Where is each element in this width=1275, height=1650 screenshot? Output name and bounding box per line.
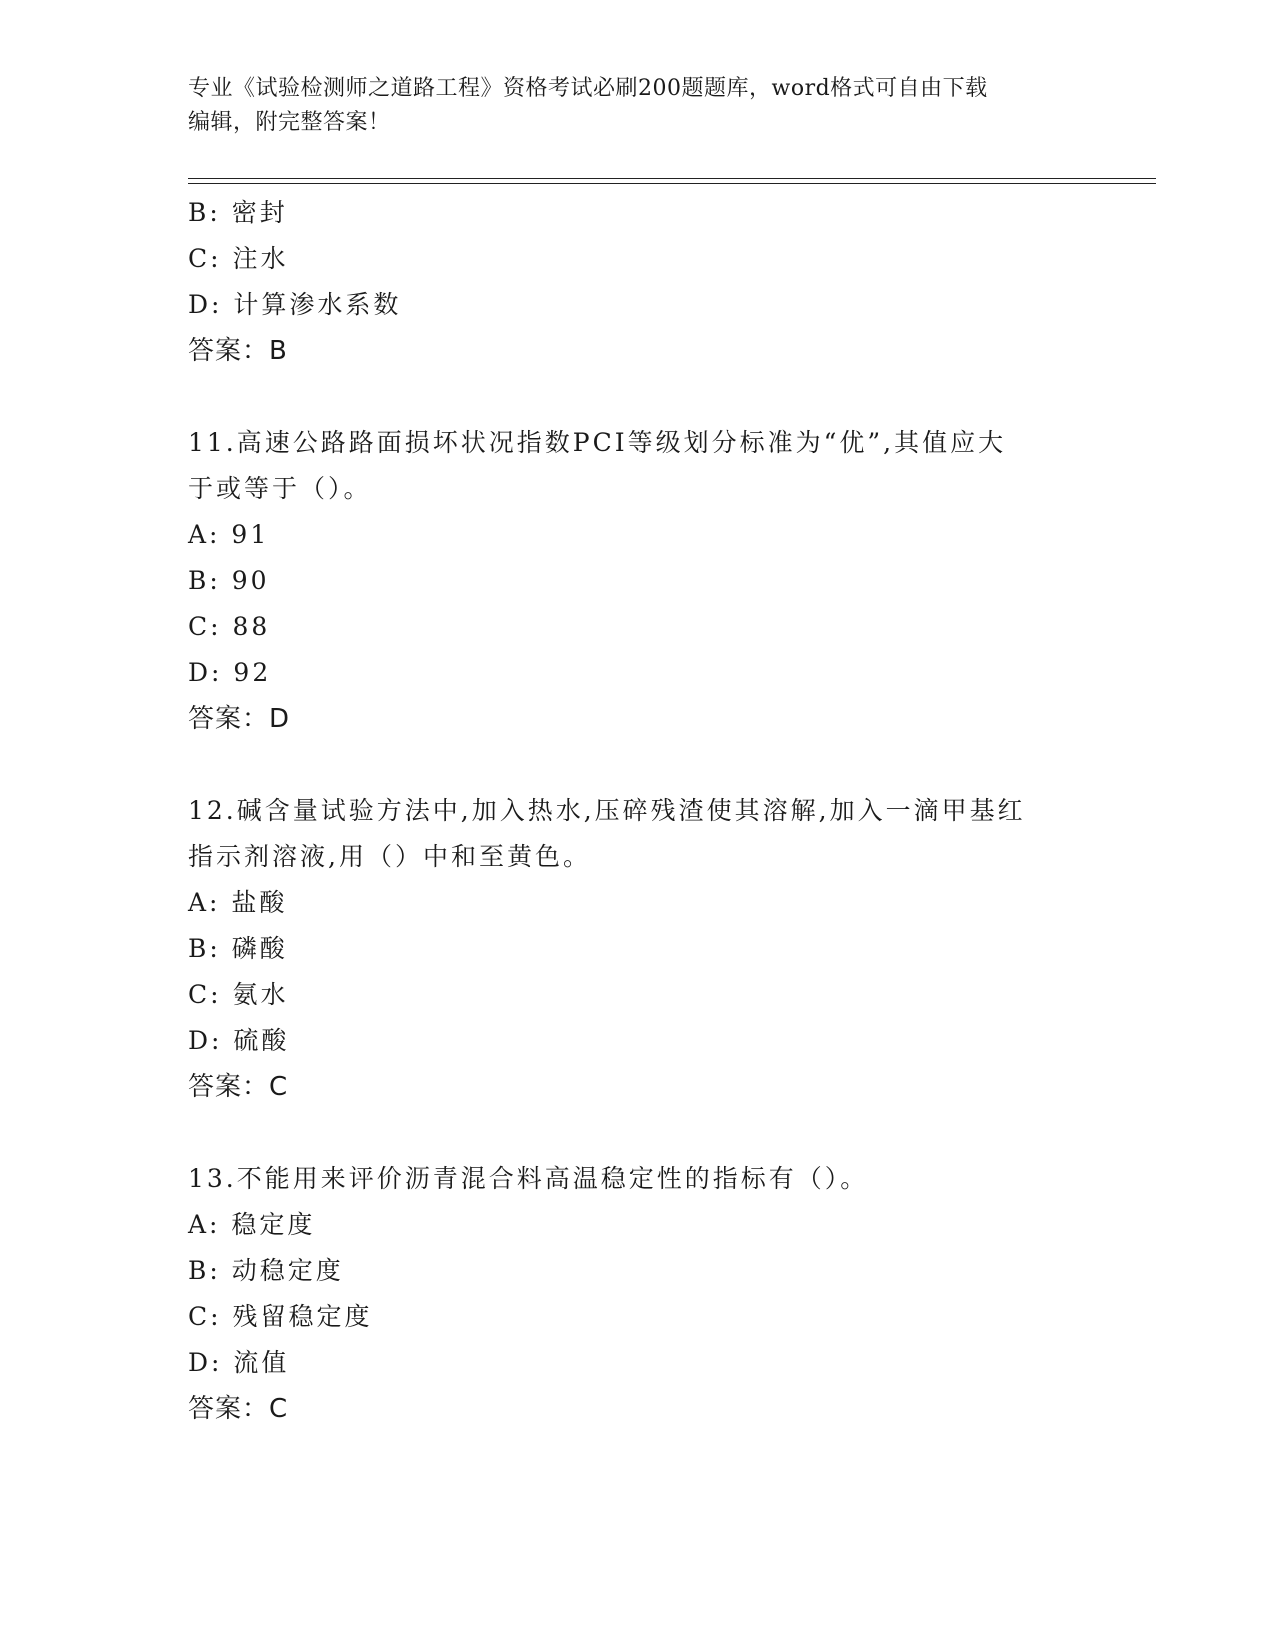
- option-b: B: 动稳定度: [188, 1256, 344, 1285]
- question-text-line-2: 指示剂溶液,用（）中和至黄色。: [188, 842, 591, 871]
- answer-label: 答案：B: [188, 336, 288, 366]
- answer-label: 答案：D: [188, 704, 291, 734]
- option-b: B: 密封: [188, 198, 288, 227]
- question-text-line-1: 13.不能用来评价沥青混合料高温稳定性的指标有（）。: [188, 1164, 869, 1193]
- spacer: [188, 374, 1068, 420]
- option-c: C: 氨水: [188, 980, 289, 1009]
- option-c: C: 注水: [188, 244, 289, 273]
- spacer: [188, 742, 1068, 788]
- question-11: [188, 420, 1068, 742]
- option-d: D: 硫酸: [188, 1026, 290, 1055]
- question-text-line-2: 于或等于（）。: [188, 474, 372, 503]
- header-divider-top: [188, 178, 1156, 179]
- option-d: D: 92: [188, 658, 272, 687]
- spacer: [188, 1110, 1068, 1156]
- option-a: A: 盐酸: [188, 888, 288, 917]
- option-c: C: 残留稳定度: [188, 1302, 373, 1331]
- question-fragment: [188, 190, 1068, 374]
- option-d: D: 计算渗水系数: [188, 290, 402, 319]
- option-c: C: 88: [188, 612, 271, 641]
- question-text-line-1: 11.高速公路路面损坏状况指数PCI等级划分标准为“优”,其值应大: [188, 428, 1007, 457]
- option-d: D: 流值: [188, 1348, 290, 1377]
- option-a: A: 91: [188, 520, 270, 549]
- header-divider-bottom: [188, 183, 1156, 184]
- option-b: B: 磷酸: [188, 934, 288, 963]
- option-a: A: 稳定度: [188, 1210, 316, 1239]
- question-list: [188, 190, 1068, 1432]
- answer-label: 答案：C: [188, 1072, 289, 1102]
- question-12: [188, 788, 1068, 1110]
- question-text-line-1: 12.碱含量试验方法中,加入热水,压碎残渣使其溶解,加入一滴甲基红: [188, 796, 1026, 825]
- header-line-2: 编辑，附完整答案！: [188, 110, 391, 135]
- answer-label: 答案：C: [188, 1394, 289, 1424]
- question-13: [188, 1156, 1068, 1432]
- option-b: B: 90: [188, 566, 270, 595]
- document-header: [188, 72, 1068, 140]
- header-line-1: 专业《试验检测师之道路工程》资格考试必刷200题题库，word格式可自由下载: [188, 76, 988, 101]
